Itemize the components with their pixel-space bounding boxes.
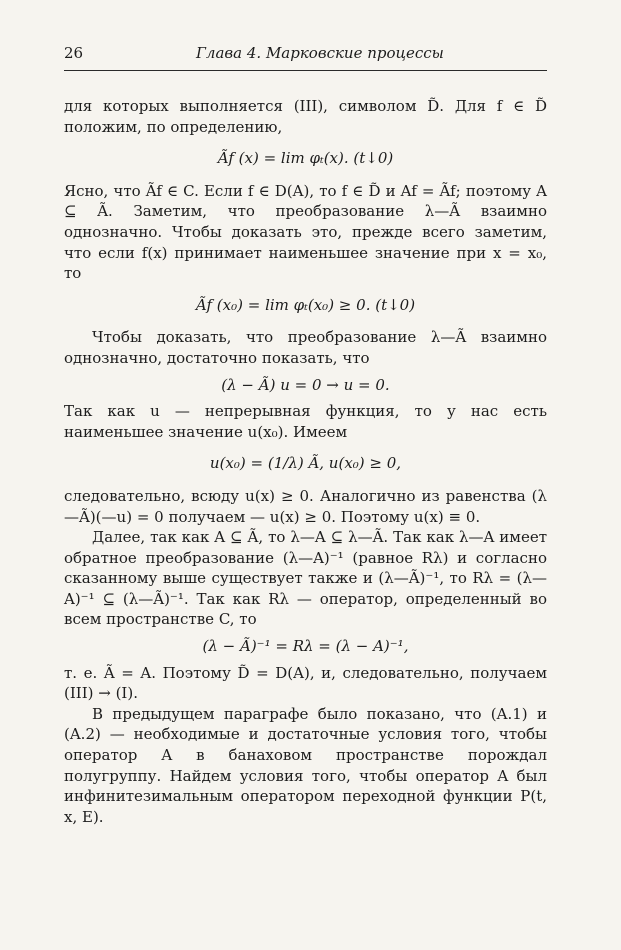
paragraph-2: Ясно, что Ãf ∈ C. Если f ∈ D(A), то f ∈ D̃ и Af = Ãf; поэтому A ⊆ Ã. Заметим, что преобразование λ—Ã взаимно однозначно. Чтобы доказать это, прежде всего заметим, что если f(x) принимает наименьшее значение при x = x₀, то xyxy=(64,181,547,283)
paragraph-3: Чтобы доказать, что преобразование λ—Ã взаимно однозначно, достаточно показать, что xyxy=(64,328,547,367)
header-rule xyxy=(64,70,547,71)
paragraph-8: В предыдущем параграфе было показано, что (A.1) и (A.2) — необходимые и достаточные условия того, чтобы оператор A в банаховом пространстве порождал полугруппу. Найдем условия того, чтобы оператор A был инфинитезимальным оператором переходной функции P(t, x, E). xyxy=(64,704,547,826)
page-body xyxy=(64,96,547,827)
formula-4: u(x₀) = (1/λ) Ã, u(x₀) ≥ 0, xyxy=(209,454,402,473)
paragraph-4: Так как u — непрерывная функция, то у нас есть наименьшее значение u(x₀). Имеем xyxy=(64,402,547,441)
formula-3: (λ − Ã) u = 0 → u = 0. xyxy=(221,375,390,394)
page-number: 26 xyxy=(64,44,84,62)
paragraph-5: следовательно, всюду u(x) ≥ 0. Аналогично из равенства (λ—Ã)(—u) = 0 получаем — u(x) ≥ 0. Поэтому u(x) ≡ 0. xyxy=(64,486,547,526)
paragraph-7: т. е. Ã = A. Поэтому D̃ = D(A), и, следовательно, получаем (III) → (I). xyxy=(64,663,547,703)
paragraph-6: Далее, так как A ⊆ Ã, то λ—A ⊆ λ—Ã. Так как λ—A имеет обратное преобразование (λ—A)⁻¹ (равное Rλ) и согласно сказанному выше существует также и (λ—Ã)⁻¹, то Rλ = (λ—A)⁻¹ ⊆ (λ—Ã)⁻¹. Так как Rλ — оператор, определенный во всем пространстве C, то xyxy=(64,528,547,629)
formula-5: (λ − Ã)⁻¹ = Rλ = (λ − A)⁻¹, xyxy=(202,637,409,656)
formula-1: Ãf (x) = lim φₜ(x). (t↓0) xyxy=(217,149,394,168)
page-header xyxy=(64,44,547,68)
paragraph-1: для которых выполняется (III), символом D̃. Для f ∈ D̃ положим, по определению, xyxy=(64,97,547,136)
formula-2: Ãf (x₀) = lim φₜ(x₀) ≥ 0. (t↓0) xyxy=(195,295,416,314)
chapter-title: Глава 4. Марковские процессы xyxy=(196,44,444,62)
